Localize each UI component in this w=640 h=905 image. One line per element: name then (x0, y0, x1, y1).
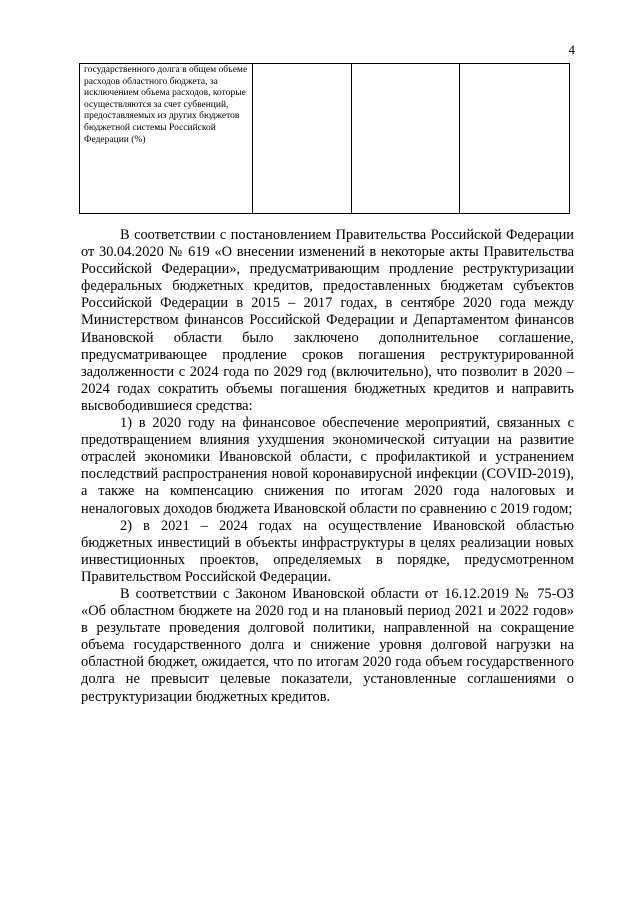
page-number: 4 (568, 42, 575, 57)
paragraph-item-2: 2) в 2021 – 2024 годах на осуществление Ивановской областью бюджетных инвестиций в объекты инфраструктуры в целях реализации новых инвестиционных проектов, определяемых в порядке, предусмотренном Правительством Российской Федерации. (81, 517, 574, 585)
continued-indicator-table (79, 63, 570, 214)
body-text (81, 227, 574, 706)
paragraph-item-1: 1) в 2020 году на финансовое обеспечение мероприятий, связанных с предотвращением влияния ухудшения экономической ситуации на развитие отраслей экономики Ивановской области, с профилактикой и устранением последствий распространения новой коронавирусной инфекции (COVID-2019), а также на компенсацию снижения по итогам 2020 года налоговых и неналоговых доходов бюджета Ивановской области по сравнению с 2019 годом; (81, 415, 574, 517)
paragraph-law: В соответствии с Законом Ивановской области от 16.12.2019 № 75-ОЗ «Об областном бюджете на 2020 год и на плановый период 2021 и 2022 годов» в результате проведения долговой политики, направленной на сокращение объема государственного долга и снижение уровня долговой нагрузки на областной бюджет, ожидается, что по итогам 2020 года объем государственного долга не превысит целевые показатели, установленные соглашениями о реструктуризации бюджетных кредитов. (81, 585, 574, 705)
table-row (80, 64, 570, 214)
paragraph-resolution: В соответствии с постановлением Правительства Российской Федерации от 30.04.2020 № 619 «О внесении изменений в некоторые акты Правительства Российской Федерации», предусматривающим продление реструктуризации федеральных бюджетных кредитов, предоставленных бюджетам субъектов Российской Федерации в 2015 – 2017 годах, в сентябре 2020 года между Министерством финансов Российской Федерации и Департаментом финансов Ивановской области было заключено дополнительное соглашение, предусматривающее продление сроков погашения реструктурированной задолженности с 2024 года по 2029 год (включительно), что позволит в 2020 – 2024 годах сократить объемы погашения бюджетных кредитов и направить высвободившиеся средства: (81, 227, 574, 414)
value-cell-3 (460, 64, 570, 214)
indicator-label-cell: государственного долга в общем объеме расходов областного бюджета, за исключением объема расходов, которые осуществляются за счет субвенций, предоставляемых из других бюджетов бюджетной системы Российской Федерации (%) (80, 64, 253, 214)
value-cell-1 (253, 64, 352, 214)
value-cell-2 (352, 64, 460, 214)
